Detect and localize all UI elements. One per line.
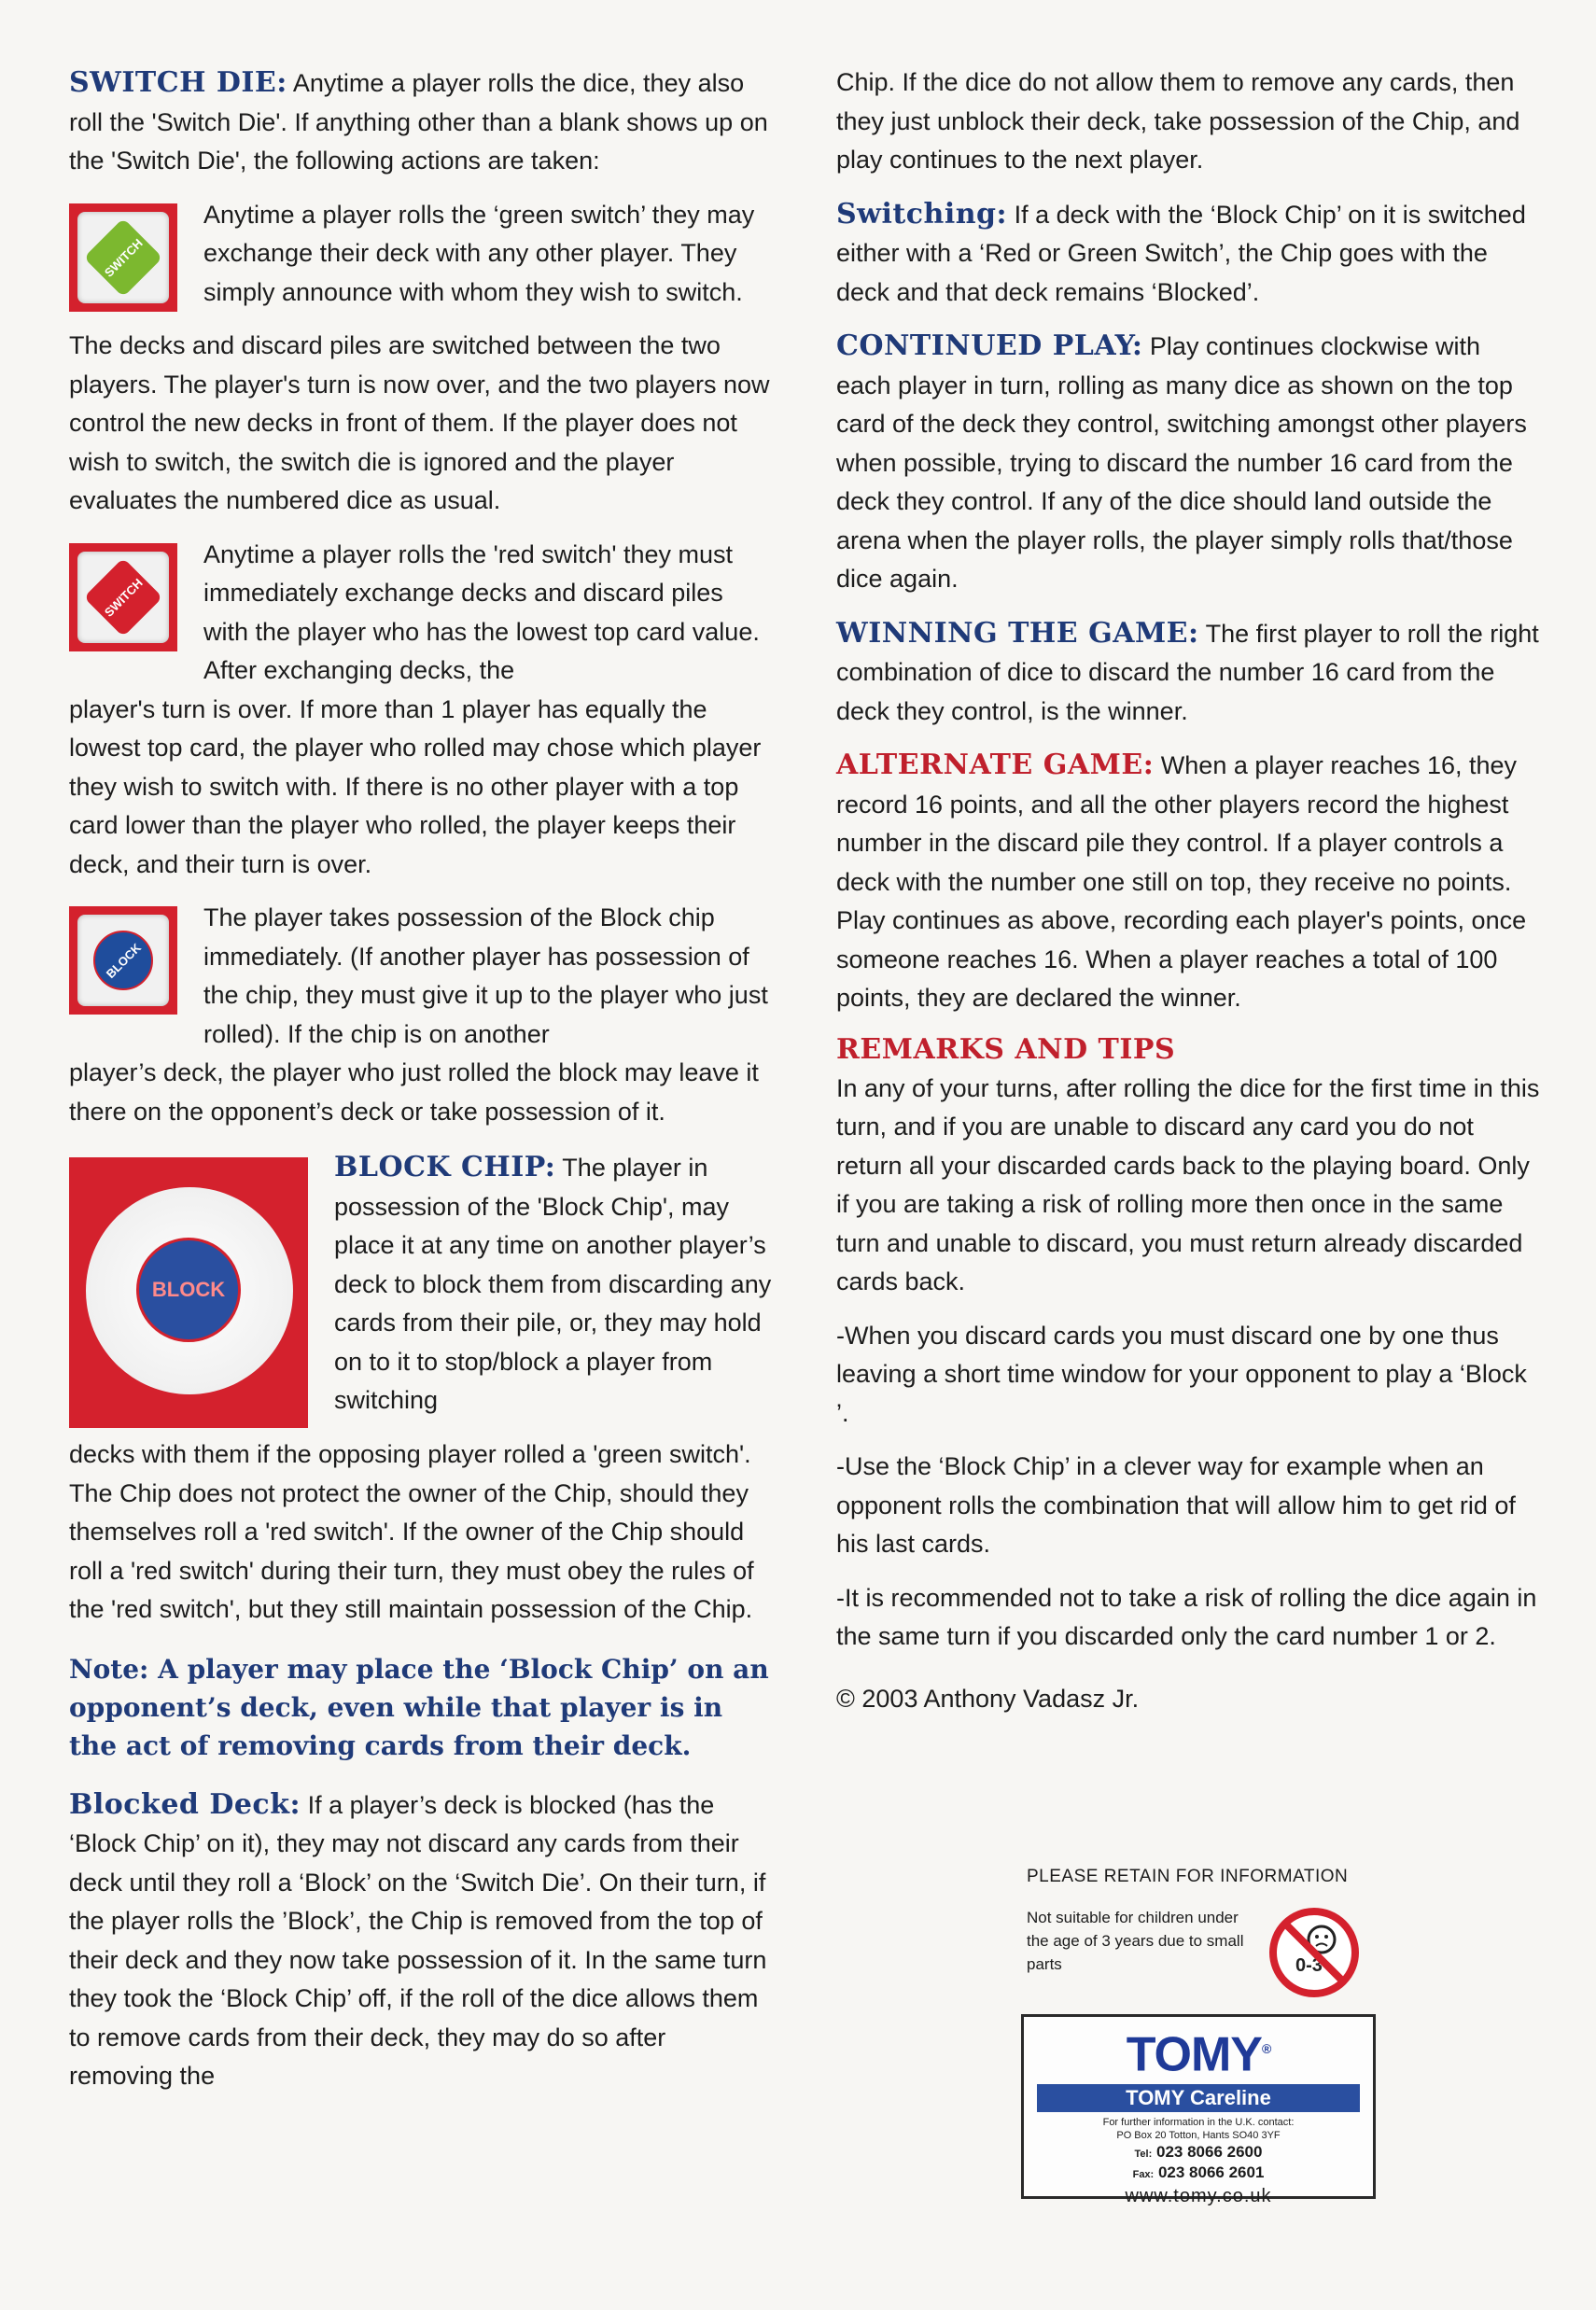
block-chip-continued: decks with them if the opposing player rolled a 'green switch'. The Chip does not protect the owner of the Chip, should they themselves roll a 'red switch'. If the owner of the Chip should roll a 'red switch' during their turn, they must obey the rules of the 'red switch', but they still maintain possession of the Chip. — [69, 1440, 754, 1623]
retain-title: PLEASE RETAIN FOR INFORMATION — [1027, 1867, 1349, 1886]
red-switch-section — [69, 536, 775, 691]
remarks-p2: -When you discard cards you must discard one by one thus leaving a short time window for your opponent to play a ‘Block ’. — [836, 1321, 1527, 1427]
blocked-deck-text: If a player’s deck is blocked (has the ‘Block Chip’ on it), they may not discard any cards from their deck until they roll a ‘Block’ on the ‘Switch Die’. On their turn, if the player rolls the ’Block’, the Chip is removed from the top of their deck and they now take possession of it. In the same turn they took the ‘Block Chip’ off, if the roll of the dice allows them to remove cards from their deck, they may do so after removing the — [69, 1790, 767, 2090]
blocked-deck-continued: Chip. If the dice do not allow them to remove any cards, then they just unblock their deck, take possession of the Chip, and play continues to the next player. — [836, 68, 1520, 174]
continued-play-paragraph — [836, 327, 1542, 599]
switching-text: If a deck with the ‘Block Chip’ on it is switched either with a ‘Red or Green Switch’, the Chip goes with the deck and that deck remains ‘Blocked’. — [836, 200, 1526, 306]
switching-heading: Switching: — [836, 197, 1008, 231]
alternate-text: When a player reaches 16, they record 16 points, and all the other players record the highest number in the discard pile they control. If a player controls a deck with the number one still on top, they receive no points. Play continues as above, recording each player's points, once someone reaches 16. When a player reaches a total of 100 points, they are declared the winner. — [836, 751, 1527, 1012]
red-switch-text: Anytime a player rolls the 'red switch' they must immediately exchange decks and discard piles with the player who has the lowest top card value. After exchanging decks, the — [203, 539, 760, 684]
remarks-p4: -It is recommended not to take a risk of rolling the dice again in the same turn if you discarded only the card number 1 or 2. — [836, 1583, 1537, 1650]
continued-play-text: Play continues clockwise with each player in turn, rolling as many dice as shown on the top card of the deck they control, switching amongst other players when possible, trying to discard the number 16 card from the deck they control. If any of the dice should land outside the arena when the player rolls, the player simply rolls that/those dice again. — [836, 332, 1527, 593]
fax-number: 023 8066 2601 — [1157, 2163, 1265, 2182]
green-switch-label: SWITCH — [84, 217, 163, 297]
fax-label: Fax: — [1132, 2169, 1155, 2181]
registered-mark: ® — [1261, 2041, 1271, 2056]
red-switch-label: SWITCH — [84, 557, 163, 637]
block-chip-label: BLOCK — [136, 1238, 241, 1342]
block-chip-image — [69, 1157, 308, 1428]
green-switch-die-icon — [69, 203, 177, 312]
tel-label: Tel: — [1134, 2149, 1153, 2161]
copyright: © 2003 Anthony Vadasz Jr. — [836, 1684, 1140, 1713]
tomy-logo — [1024, 2023, 1373, 2080]
contact-info: For further information in the U.K. contact: — [1102, 2117, 1295, 2129]
careline-banner: TOMY Careline — [1037, 2084, 1360, 2112]
red-switch-continued: player's turn is over. If more than 1 player has equally the lowest top card, the player who rolled may chose which player they wish to switch with. If there is no other player with a top card lower than the player who rolled, the player keeps their deck, and their turn is over. — [69, 694, 762, 878]
age-restriction-icon — [1267, 1906, 1361, 1999]
tomy-logo-text: TOMY — [1126, 2027, 1262, 2082]
block-die-icon — [69, 906, 177, 1015]
continued-play-heading: CONTINUED PLAY: — [836, 329, 1143, 362]
contact-address: PO Box 20 Totton, Hants SO40 3YF — [1116, 2130, 1281, 2142]
right-column — [836, 63, 1542, 1714]
left-column — [69, 63, 775, 2111]
block-chip-heading: BLOCK CHIP: — [334, 1151, 556, 1183]
switching-paragraph — [836, 195, 1542, 313]
green-switch-text: Anytime a player rolls the ‘green switch’ they may exchange their deck with any other player. They simply announce with whom they wish to switch. — [203, 200, 755, 306]
remarks-heading: REMARKS AND TIPS — [836, 1032, 1176, 1066]
telephone — [1024, 2142, 1373, 2163]
retain-notice — [1027, 1867, 1374, 1976]
winning-text: The first player to roll the right combination of dice to discard the number 16 card from the deck they control, is the winner. — [836, 619, 1539, 725]
block-chip-text: The player in possession of the 'Block Chip', may place it at any time on another player’s deck to block them from discarding any cards from their pile, or, they may hold on to it to stop/block a player from switching — [334, 1154, 772, 1414]
alternate-heading: ALTERNATE GAME: — [836, 749, 1155, 781]
switch-die-heading: SWITCH DIE: — [69, 66, 287, 99]
block-face-section — [69, 899, 775, 1054]
switch-die-text: Anytime a player rolls the dice, they also roll the 'Switch Die'. If anything other than a blank shows up on the 'Switch Die', the following actions are taken: — [69, 69, 768, 175]
block-die-label: BLOCK — [81, 918, 166, 1003]
tel-number: 023 8066 2600 — [1156, 2143, 1263, 2162]
note: Note: A player may place the ‘Block Chip’ on an opponent’s deck, even while that player is in the act of removing cards from their deck. — [69, 1653, 769, 1761]
block-face-continued: player’s deck, the player who just rolled the block may leave it there on the opponent’s deck or take possession of it. — [69, 1058, 759, 1126]
fax — [1024, 2163, 1373, 2183]
alternate-paragraph — [836, 746, 1542, 1018]
blocked-deck-heading: Blocked Deck: — [69, 1787, 301, 1821]
remarks-p1: In any of your turns, after rolling the dice for the first time in this turn, and if you are unable to discard any card you do not return all your discarded cards back to the playing board. Only if you are taking a risk of rolling more then once in the same turn and unable to discard, you must return already discarded cards back. — [836, 1073, 1540, 1295]
blocked-deck-paragraph — [69, 1785, 775, 2096]
green-switch-section — [69, 196, 775, 313]
remarks-p3: -Use the ‘Block Chip’ in a clever way for example when an opponent rolls the combination that will allow him to get rid of his last cards. — [836, 1452, 1516, 1558]
age-label: 0-3 — [1295, 1955, 1323, 1976]
winning-paragraph — [836, 614, 1542, 732]
red-switch-die-icon — [69, 543, 177, 651]
winning-heading: WINNING THE GAME: — [836, 616, 1199, 650]
website-link[interactable]: www.tomy.co.uk — [1125, 2186, 1272, 2207]
tomy-careline-box — [1021, 2014, 1376, 2207]
age-warning: Not suitable for children under the age of 3 years due to small parts — [1027, 1909, 1244, 1973]
block-chip-section — [69, 1148, 775, 1421]
switch-die-paragraph — [69, 63, 775, 181]
green-switch-continued: The decks and discard piles are switched between the two players. The player's turn is now over, and the two players now control the new decks in front of them. If the player does not wish to switch, the switch die is ignored and the player evaluates the numbered dice as usual. — [69, 331, 770, 514]
block-face-text: The player takes possession of the Block chip immediately. (If another player has possession of the chip, they must give it up to the player who just rolled). If the chip is on another — [203, 903, 768, 1048]
